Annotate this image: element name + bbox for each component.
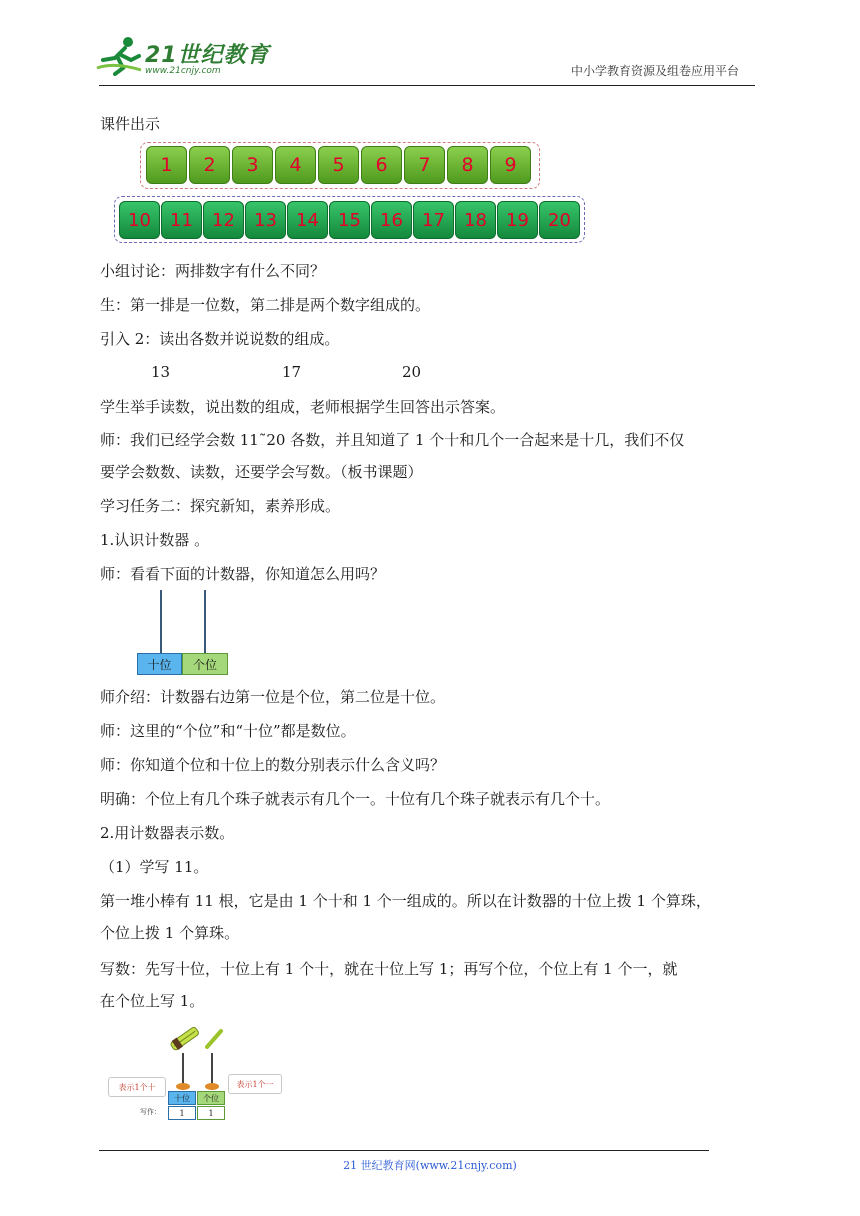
paragraph-digits: 师：这里的“个位”和“十位”都是数位。 [100,722,356,740]
footer-rule [99,1150,709,1151]
paragraph-students-read: 学生举手读数，说出数的组成，老师根据学生回答出示答案。 [100,398,506,416]
number-13: 13 [151,363,171,381]
number-tile-11: 11 [161,201,202,239]
tens-label-box [137,653,182,675]
paragraph-student: 生：第一排是一位数，第二排是两个数字组成的。 [100,296,431,314]
counter-diagram-2 [108,1025,283,1125]
paragraph-write-b: 在个位上写 1。 [100,992,205,1010]
section-2-heading: 2.用计数器表示数。 [100,824,235,842]
paragraph-teacher1-b: 要学会数数、读数，还要学会写数。（板书课题） [100,463,423,481]
logo-url: www.21cnjy.com [145,66,221,76]
paragraph-pile-b: 个位上拨 1 个算珠。 [100,924,240,942]
paragraph-discuss: 小组讨论：两排数字有什么不同？ [100,262,326,280]
number-tile-7: 7 [404,146,445,184]
paragraph-counter-intro: 师介绍：计数器右边第一位是个位，第二位是十位。 [100,688,446,706]
write-label: 写作： [140,1108,161,1116]
ones-rod [204,590,206,654]
footer-link[interactable]: 21 世纪教育网(www.21cnjy.com) [343,1159,517,1172]
runner-logo-icon [95,34,145,76]
ones-label: 个位 [192,657,217,672]
number-tile-2: 2 [189,146,230,184]
section-1-heading: 1.认识计数器 。 [100,531,210,549]
number-tile-15: 15 [329,201,370,239]
number-tile-14: 14 [287,201,328,239]
ones-value-box: 1 [197,1106,225,1120]
paragraph-look: 师：看看下面的计数器，你知道怎么用吗？ [100,565,386,583]
ones-label-box [182,653,228,675]
number-20: 20 [402,363,422,381]
tens-label: 十位 [147,657,172,672]
header-platform-text: 中小学教育资源及组卷应用平台 [571,64,740,78]
tag-one-ten: 表示1个十 [108,1077,166,1097]
number-tile-1: 1 [146,146,187,184]
number-tile-13: 13 [245,201,286,239]
number-17: 17 [282,363,302,381]
number-tile-10: 10 [119,201,160,239]
subsection-1: （1）学写 11。 [100,858,209,876]
number-tile-18: 18 [455,201,496,239]
number-tile-9: 9 [490,146,531,184]
paragraph-clarify: 明确：个位上有几个珠子就表示有几个一。十位有几个珠子就表示有几个十。 [100,790,611,808]
paragraph-meaning: 师：你知道个位和十位上的数分别表示什么含义吗？ [100,756,446,774]
tens-value-box: 1 [168,1106,196,1120]
header [95,28,755,88]
stick-bundle-icon [168,1027,202,1051]
paragraph-write-a: 写数：先写十位，十位上有 1 个十，就在十位上写 1；再写个位，个位上有 1 个一，就 [100,960,678,978]
number-tile-16: 16 [371,201,412,239]
paragraph-pile-a: 第一堆小棒有 11 根，它是由 1 个十和 1 个一组成的。所以在计数器的十位上拨 1 个算珠， [100,892,711,910]
ones-label-box-2: 个位 [197,1091,225,1105]
number-tile-19: 19 [497,201,538,239]
number-tile-5: 5 [318,146,359,184]
number-tile-12: 12 [203,201,244,239]
tens-bead [176,1083,190,1090]
paragraph-intro2: 引入 2：读出各数并说说数的组成。 [100,330,340,348]
ones-bead [205,1083,219,1090]
paragraph-task2: 学习任务二：探究新知，素养形成。 [100,497,341,515]
tens-label-box-2: 十位 [168,1091,196,1105]
paragraph-intro: 课件出示 [100,115,161,133]
tens-rod [160,590,162,654]
number-tile-20: 20 [539,201,580,239]
number-tile-3: 3 [232,146,273,184]
single-stick-icon [204,1029,224,1049]
counter-diagram-1 [137,590,229,676]
tag-one-one: 表示1个一 [228,1074,282,1094]
logo-title: 21世纪教育 [145,43,270,68]
tile-row-1 [146,146,533,184]
number-tile-8: 8 [447,146,488,184]
paragraph-teacher1-a: 师：我们已经学会数 11˜20 各数，并且知道了 1 个十和几个一合起来是十几，我们不仅 [100,431,685,449]
number-tile-17: 17 [413,201,454,239]
tile-row-2 [119,201,581,239]
number-tile-6: 6 [361,146,402,184]
header-rule [99,85,755,86]
number-tile-4: 4 [275,146,316,184]
